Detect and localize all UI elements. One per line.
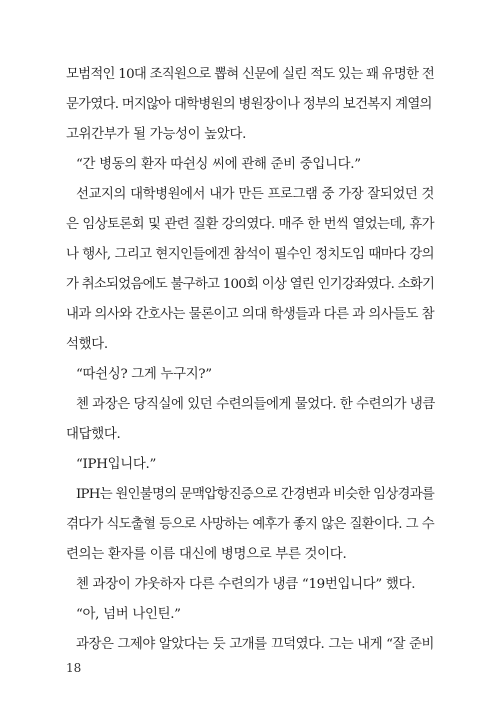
page-number: 18 bbox=[66, 661, 82, 675]
text-line: “아, 넘버 나인틴.” bbox=[76, 607, 181, 622]
text-line: 모범적인 10대 조직원으로 뽑혀 신문에 실린 적도 있는 꽤 유명한 전 bbox=[66, 67, 434, 82]
text-line: “따쉰싱? 그게 누구지?” bbox=[76, 367, 212, 382]
text-line: 겪다가 식도출혈 등으로 사망하는 예후가 좋지 않은 질환이다. 그 수 bbox=[66, 517, 434, 532]
text-line: 가 취소되었음에도 불구하고 100회 이상 열린 인기강좌였다. 소화기 bbox=[66, 277, 435, 292]
text-line: 과장은 그제야 알았다는 듯 고개를 끄덕였다. 그는 내게 “잘 준비 bbox=[76, 637, 434, 652]
text-line: 고위간부가 될 가능성이 높았다. bbox=[66, 127, 247, 142]
text-line: 석했다. bbox=[66, 337, 108, 352]
text-line: 내과 의사와 간호사는 물론이고 의대 학생들과 다른 과 의사들도 참 bbox=[66, 307, 434, 322]
text-line: 은 임상토론회 및 관련 질환 강의였다. 매주 한 번씩 열었는데, 휴가 bbox=[66, 217, 434, 232]
text-line: 나 행사, 그리고 현지인들에겐 참석이 필수인 정치도임 때마다 강의 bbox=[66, 247, 434, 262]
text-line: 련의는 환자를 이름 대신에 병명으로 부른 것이다. bbox=[66, 547, 347, 562]
text-line: 문가였다. 머지않아 대학병원의 병원장이나 정부의 보건복지 계열의 bbox=[66, 97, 432, 112]
text-line: “간 병동의 환자 따쉰싱 씨에 관해 준비 중입니다.” bbox=[76, 157, 361, 172]
text-line: 대답했다. bbox=[66, 427, 121, 442]
text-line: IPH는 원인불명의 문맥압항진증으로 간경변과 비슷한 임상경과를 bbox=[76, 487, 435, 502]
text-line: 선교지의 대학병원에서 내가 만든 프로그램 중 가장 잘되었던 것 bbox=[76, 187, 434, 202]
text-line: “IPH입니다.” bbox=[76, 457, 157, 472]
text-line: 첸 과장은 당직실에 있던 수련의들에게 물었다. 한 수련의가 냉큼 bbox=[76, 397, 435, 412]
text-line: 첸 과장이 갸웃하자 다른 수련의가 냉큼 “19번입니다” 했다. bbox=[76, 577, 416, 592]
